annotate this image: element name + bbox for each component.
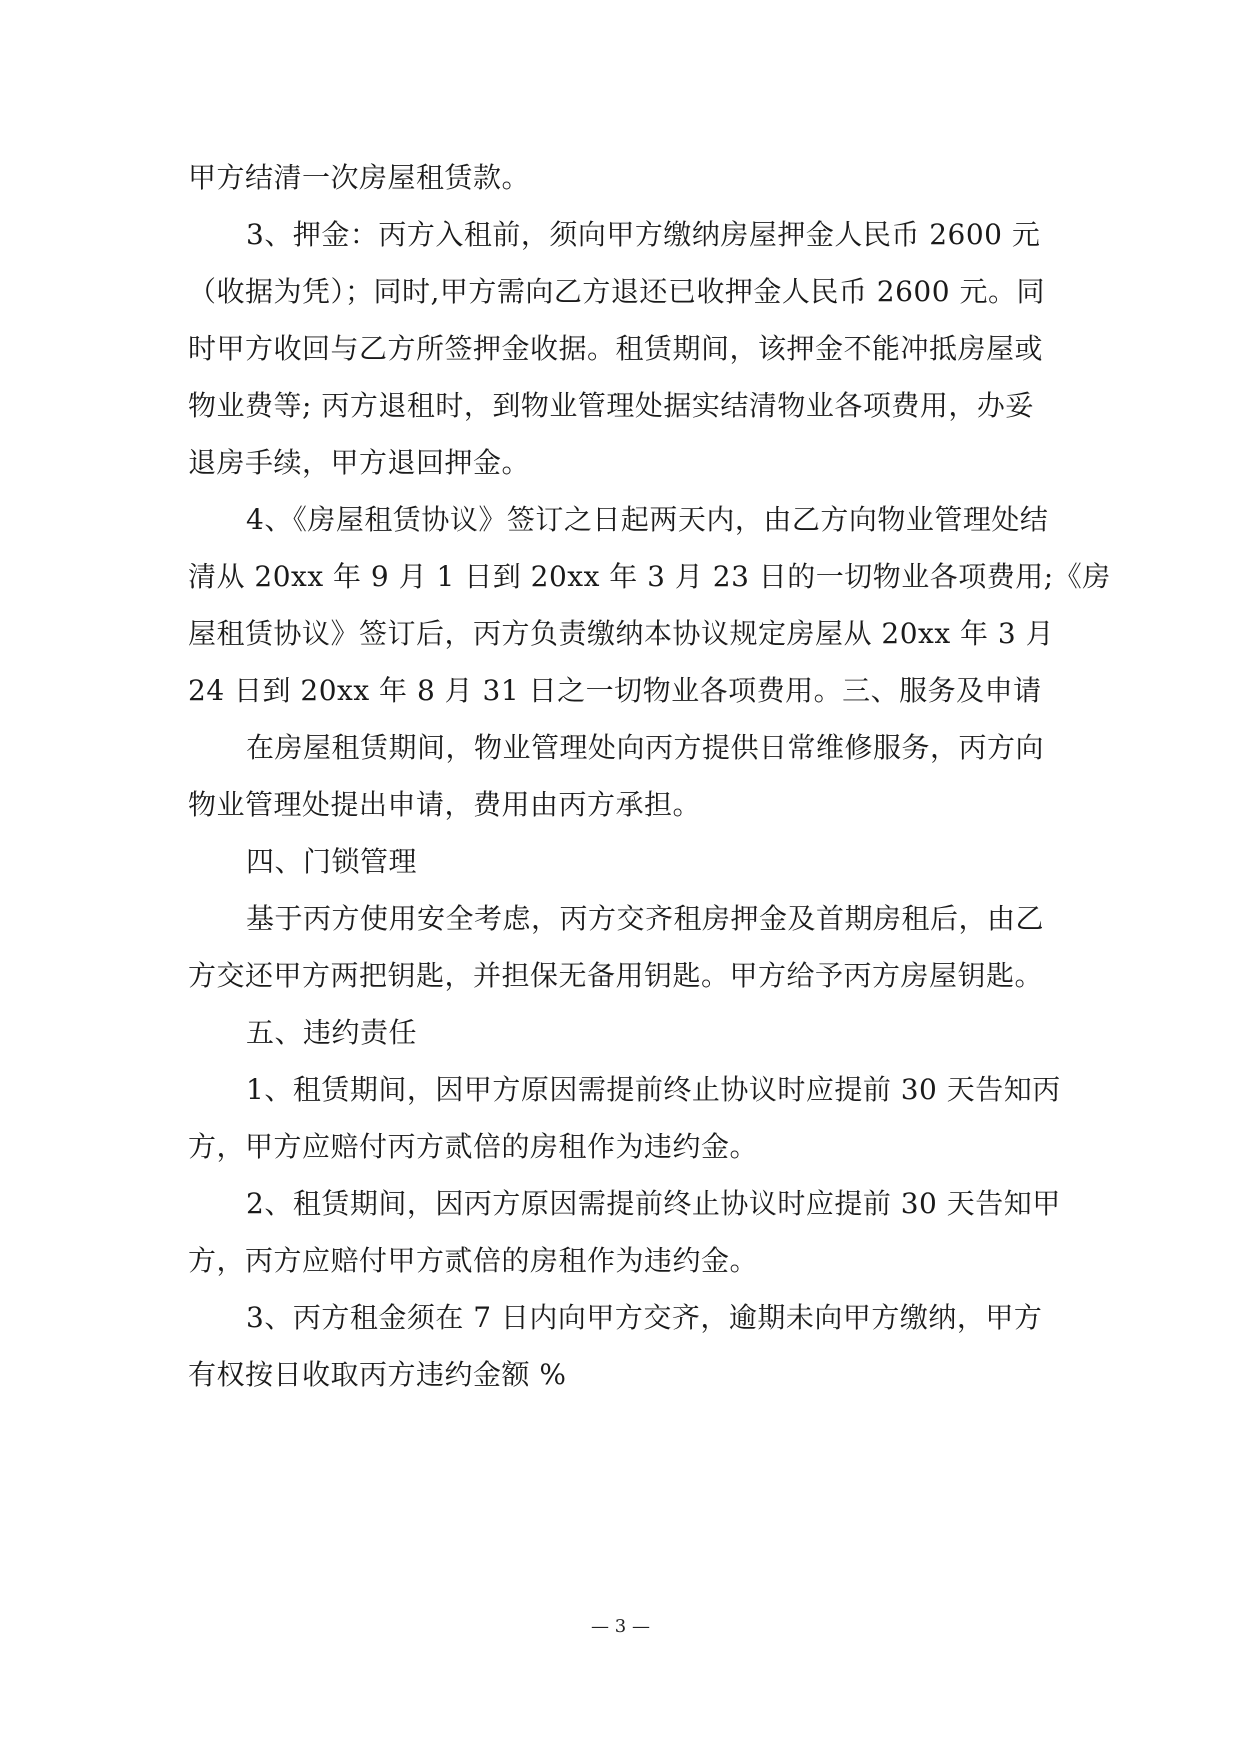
text-line: （收据为凭）；同时,甲方需向乙方退还已收押金人民币 2600 元。同 bbox=[188, 275, 1045, 308]
section-heading: 四、门锁管理 bbox=[246, 845, 418, 878]
text-line: 有权按日收取丙方违约金额 % bbox=[188, 1358, 567, 1391]
text-line: 4、《房屋租赁协议》签订之日起两天内，由乙方向物业管理处结 bbox=[246, 503, 1049, 536]
text-line: 方，甲方应赔付丙方贰倍的房租作为违约金。 bbox=[188, 1130, 759, 1163]
text-line: 退房手续，甲方退回押金。 bbox=[188, 446, 531, 479]
text-line: 方，丙方应赔付甲方贰倍的房租作为违约金。 bbox=[188, 1244, 759, 1277]
text-line: 24 日到 20xx 年 8 月 31 日之一切物业各项费用。三、服务及申请 bbox=[188, 674, 1042, 707]
text-line: 在房屋租赁期间，物业管理处向丙方提供日常维修服务，丙方向 bbox=[246, 731, 1045, 764]
page-number: — 3 — bbox=[591, 1616, 650, 1637]
text-line: 1、租赁期间，因甲方原因需提前终止协议时应提前 30 天告知丙 bbox=[246, 1073, 1061, 1106]
text-line: 3、押金：丙方入租前，须向甲方缴纳房屋押金人民币 2600 元 bbox=[246, 218, 1041, 251]
text-line: 物业费等; 丙方退租时，到物业管理处据实结清物业各项费用，办妥 bbox=[188, 389, 1034, 422]
text-line: 甲方结清一次房屋租赁款。 bbox=[188, 161, 531, 194]
text-line: 基于丙方使用安全考虑，丙方交齐租房押金及首期房租后，由乙 bbox=[246, 902, 1045, 935]
section-heading: 五、违约责任 bbox=[246, 1016, 418, 1049]
text-line: 屋租赁协议》签订后，丙方负责缴纳本协议规定房屋从 20xx 年 3 月 bbox=[188, 617, 1055, 650]
text-line: 2、租赁期间，因丙方原因需提前终止协议时应提前 30 天告知甲 bbox=[246, 1187, 1061, 1220]
text-line: 方交还甲方两把钥匙，并担保无备用钥匙。甲方给予丙方房屋钥匙。 bbox=[188, 959, 1044, 992]
text-line: 时甲方收回与乙方所签押金收据。租赁期间，该押金不能冲抵房屋或 bbox=[188, 332, 1044, 365]
text-line: 3、丙方租金须在 7 日内向甲方交齐，逾期未向甲方缴纳，甲方 bbox=[246, 1301, 1043, 1334]
text-line: 清从 20xx 年 9 月 1 日到 20xx 年 3 月 23 日的一切物业各项费用;《房 bbox=[188, 560, 1111, 593]
text-line: 物业管理处提出申请，费用由丙方承担。 bbox=[188, 788, 702, 821]
